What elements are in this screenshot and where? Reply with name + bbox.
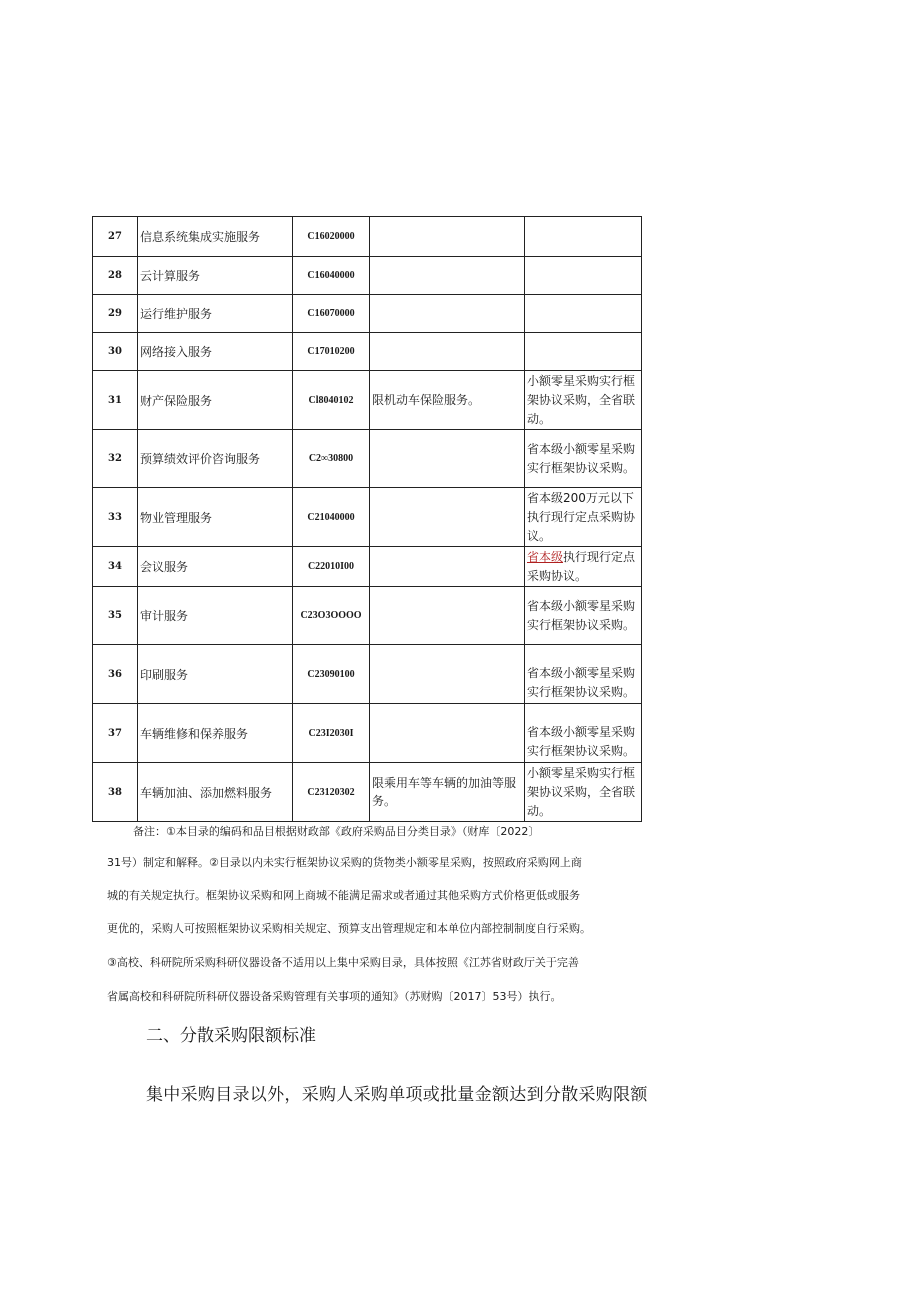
table-row: [93, 488, 642, 547]
row-number: 34: [93, 547, 138, 587]
procurement-catalog-table: [92, 216, 642, 822]
row-number: 38: [93, 763, 138, 822]
table-row: [93, 430, 642, 488]
item-name: 印刷服务: [138, 645, 293, 704]
item-description: 限机动车保险服务。: [370, 371, 525, 430]
item-note: [525, 295, 642, 333]
item-note: 省本级小额零星采购实行框架协议采购。: [525, 704, 642, 763]
item-note: 小额零星采购实行框架协议采购，全省联动。: [525, 763, 642, 822]
row-number: 35: [93, 587, 138, 645]
item-code: C22010I00: [293, 547, 370, 587]
table-row: [93, 645, 642, 704]
remark-line-6: 省属高校和科研院所科研仪器设备采购管理有关事项的通知》（苏财购〔2017〕53号）执行。: [107, 990, 562, 1003]
item-code: C23090100: [293, 645, 370, 704]
table-row: [93, 257, 642, 295]
section-paragraph: 集中采购目录以外，采购人采购单项或批量金额达到分散采购限额: [146, 1085, 648, 1105]
row-number: 33: [93, 488, 138, 547]
note-highlight: 省本级: [527, 549, 564, 564]
item-note: [525, 257, 642, 295]
item-code: C16040000: [293, 257, 370, 295]
item-note: [525, 217, 642, 257]
remark-line-4: 更优的，采购人可按照框架协议采购相关规定、预算支出管理规定和本单位内部控制制度自行采购。: [107, 922, 591, 935]
item-name: 物业管理服务: [138, 488, 293, 547]
item-note: 省本级小额零星采购实行框架协议采购。: [525, 645, 642, 704]
row-number: 29: [93, 295, 138, 333]
item-name: 网络接入服务: [138, 333, 293, 371]
item-note: 省本级小额零星采购实行框架协议采购。: [525, 587, 642, 645]
table-row: [93, 704, 642, 763]
remark-line-1: 备注：①本目录的编码和品目根据财政部《政府采购品目分类目录》（财库〔2022〕: [133, 825, 540, 838]
item-name: 预算绩效评价咨询服务: [138, 430, 293, 488]
table-row: [93, 295, 642, 333]
table-row: [93, 547, 642, 587]
row-number: 28: [93, 257, 138, 295]
remark-line-2: 31号）制定和解释。②目录以内未实行框架协议采购的货物类小额零星采购，按照政府采购网上商: [107, 856, 582, 869]
remark-line-5: ③高校、科研院所采购科研仪器设备不适用以上集中采购目录，具体按照《江苏省财政厅关于完善: [107, 956, 579, 969]
table-row: [93, 333, 642, 371]
item-description: [370, 587, 525, 645]
item-description: [370, 295, 525, 333]
row-number: 36: [93, 645, 138, 704]
table-row: [93, 217, 642, 257]
item-note: 省本级200万元以下执行现行定点采购协议。: [525, 488, 642, 547]
item-description: [370, 645, 525, 704]
item-code: C16070000: [293, 295, 370, 333]
item-description: [370, 430, 525, 488]
item-name: 运行维护服务: [138, 295, 293, 333]
item-code: Cl8040102: [293, 371, 370, 430]
item-description: [370, 257, 525, 295]
section-heading: 二、分散采购限额标准: [146, 1026, 316, 1046]
table-row: [93, 371, 642, 430]
item-name: 财产保险服务: [138, 371, 293, 430]
item-name: 会议服务: [138, 547, 293, 587]
item-code: C2∞30800: [293, 430, 370, 488]
item-name: 审计服务: [138, 587, 293, 645]
item-code: C16020000: [293, 217, 370, 257]
item-name: 信息系统集成实施服务: [138, 217, 293, 257]
item-name: 云计算服务: [138, 257, 293, 295]
item-description: [370, 704, 525, 763]
row-number: 32: [93, 430, 138, 488]
row-number: 27: [93, 217, 138, 257]
item-code: C23120302: [293, 763, 370, 822]
item-code: C23O3OOOO: [293, 587, 370, 645]
item-note: [525, 333, 642, 371]
row-number: 37: [93, 704, 138, 763]
table-row: [93, 763, 642, 822]
item-name: 车辆维修和保养服务: [138, 704, 293, 763]
note-text: 执行现行定点采购协议。: [527, 549, 636, 583]
item-description: [370, 333, 525, 371]
item-code: C23I2030I: [293, 704, 370, 763]
row-number: 30: [93, 333, 138, 371]
item-code: C21040000: [293, 488, 370, 547]
table-row: [93, 587, 642, 645]
item-name: 车辆加油、添加燃料服务: [138, 763, 293, 822]
item-note: [525, 547, 642, 587]
item-code: C17010200: [293, 333, 370, 371]
item-note: 小额零星采购实行框架协议采购，全省联动。: [525, 371, 642, 430]
remark-line-3: 城的有关规定执行。框架协议采购和网上商城不能满足需求或者通过其他采购方式价格更低或服务: [107, 889, 580, 902]
item-description: [370, 488, 525, 547]
row-number: 31: [93, 371, 138, 430]
item-description: [370, 547, 525, 587]
item-note: 省本级小额零星采购实行框架协议采购。: [525, 430, 642, 488]
item-description: [370, 217, 525, 257]
item-description: 限乘用车等车辆的加油等服务。: [370, 763, 525, 822]
catalog-table-body: [93, 217, 642, 822]
